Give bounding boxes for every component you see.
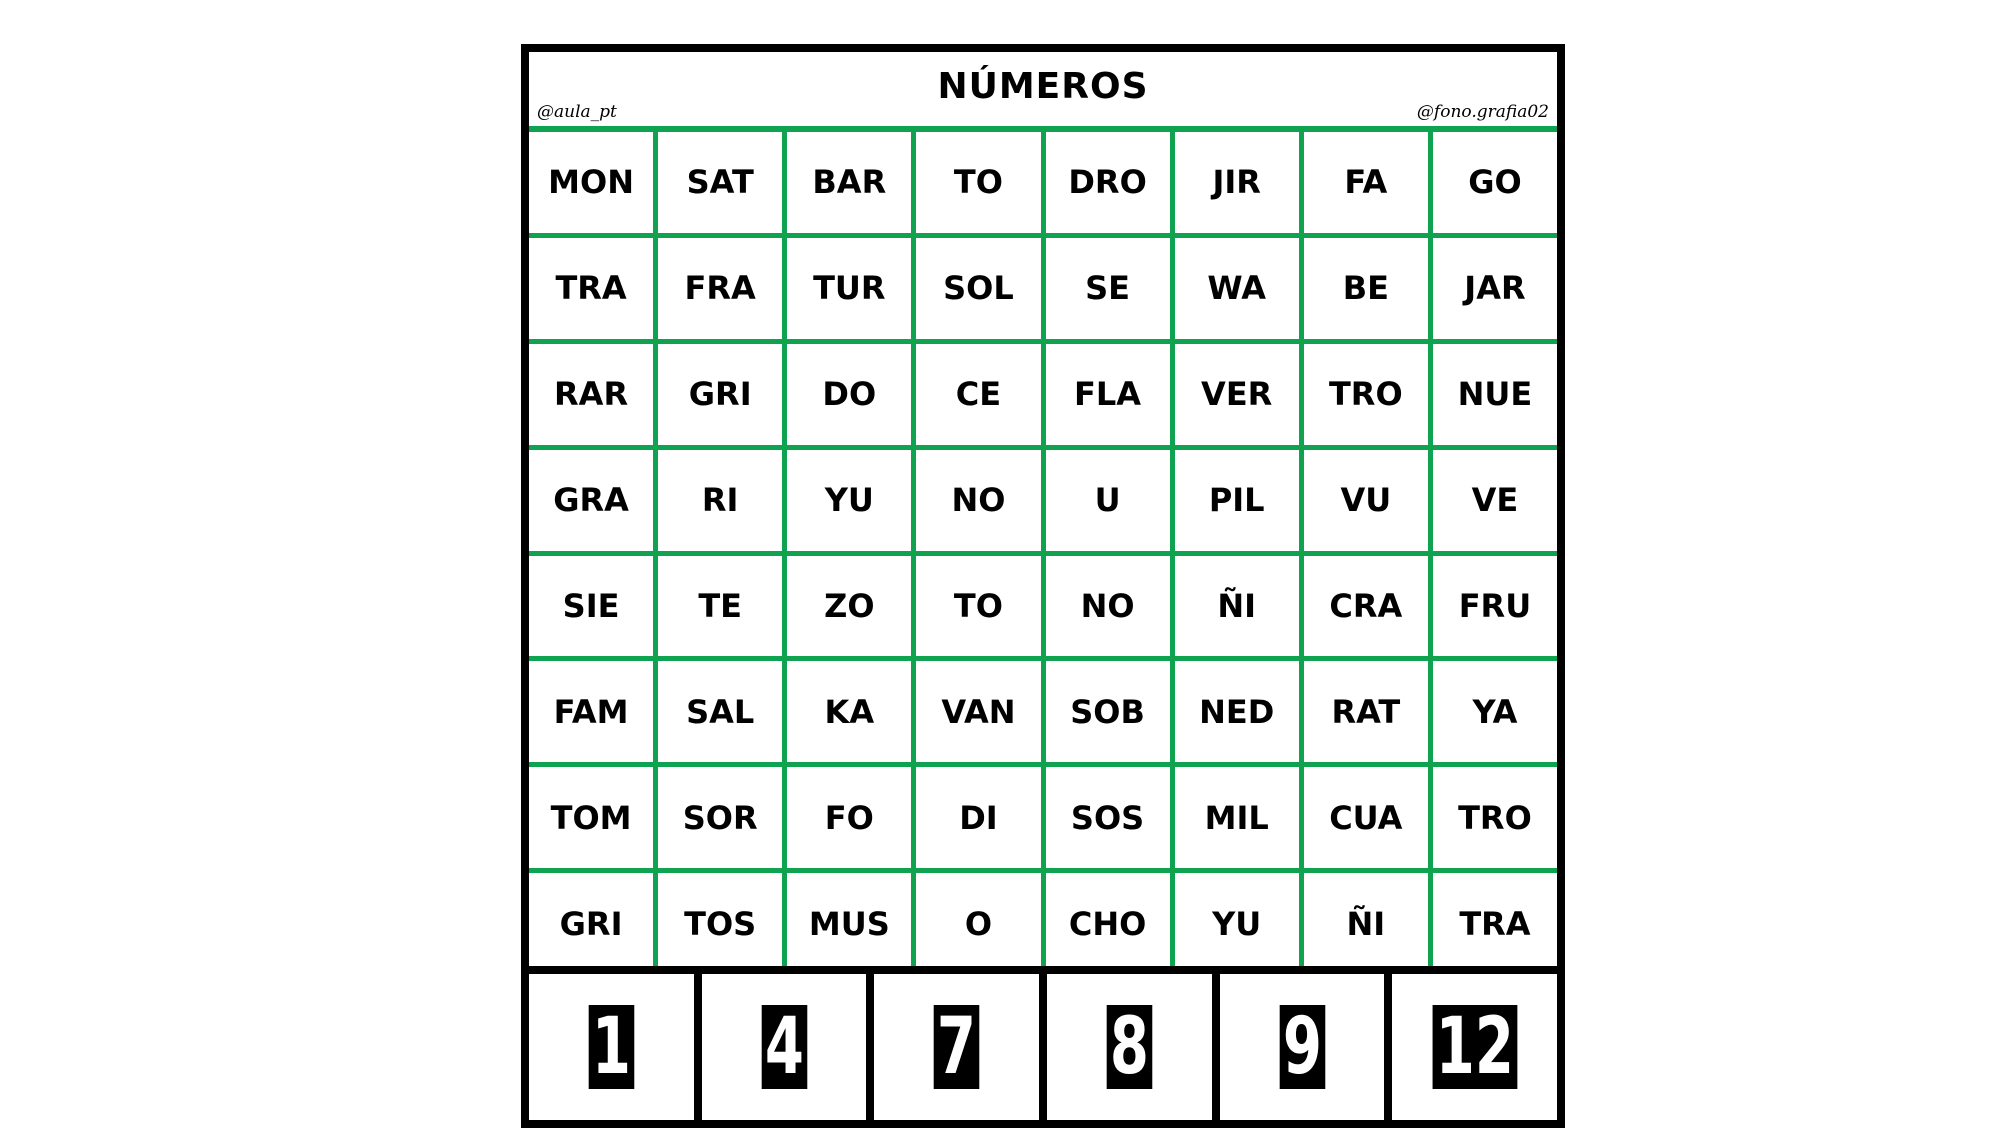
syllable-cell[interactable]: VER bbox=[1175, 344, 1299, 445]
syllable-cell[interactable]: RI bbox=[658, 450, 782, 551]
syllable-cell[interactable]: KA bbox=[787, 661, 911, 762]
syllable-cell[interactable]: FLA bbox=[1046, 344, 1170, 445]
syllable-cell[interactable]: O bbox=[916, 873, 1040, 974]
author-handle-left: @aula_pt bbox=[537, 102, 617, 122]
syllable-cell[interactable]: TRO bbox=[1433, 767, 1557, 868]
syllable-cell[interactable]: SOB bbox=[1046, 661, 1170, 762]
author-handle-right: @fono.grafia02 bbox=[1416, 102, 1549, 122]
syllable-cell[interactable]: DRO bbox=[1046, 132, 1170, 233]
syllable-cell[interactable]: SE bbox=[1046, 238, 1170, 339]
number-box[interactable] bbox=[702, 974, 867, 1120]
page-title: NÚMEROS bbox=[937, 66, 1149, 107]
syllable-cell[interactable]: PIL bbox=[1175, 450, 1299, 551]
syllable-cell[interactable]: NO bbox=[1046, 556, 1170, 657]
syllable-cell[interactable]: SAL bbox=[658, 661, 782, 762]
syllable-cell[interactable]: U bbox=[1046, 450, 1170, 551]
number-box[interactable] bbox=[1392, 974, 1557, 1120]
syllable-cell[interactable]: FRU bbox=[1433, 556, 1557, 657]
syllable-cell[interactable]: TOS bbox=[658, 873, 782, 974]
syllable-cell[interactable]: SAT bbox=[658, 132, 782, 233]
syllable-cell[interactable]: TUR bbox=[787, 238, 911, 339]
syllable-cell[interactable]: MON bbox=[529, 132, 653, 233]
syllable-cell[interactable]: TRA bbox=[1433, 873, 1557, 974]
syllable-grid bbox=[521, 126, 1565, 974]
syllable-cell[interactable]: TRA bbox=[529, 238, 653, 339]
syllable-cell[interactable]: CUA bbox=[1304, 767, 1428, 868]
syllable-cell[interactable]: ÑI bbox=[1304, 873, 1428, 974]
syllable-cell[interactable]: TRO bbox=[1304, 344, 1428, 445]
syllable-cell[interactable]: WA bbox=[1175, 238, 1299, 339]
syllable-cell[interactable]: JAR bbox=[1433, 238, 1557, 339]
syllable-cell[interactable]: GRI bbox=[529, 873, 653, 974]
syllable-cell[interactable]: DI bbox=[916, 767, 1040, 868]
syllable-cell[interactable]: TOM bbox=[529, 767, 653, 868]
number-box[interactable] bbox=[874, 974, 1039, 1120]
syllable-cell[interactable]: VU bbox=[1304, 450, 1428, 551]
syllable-cell[interactable]: YU bbox=[787, 450, 911, 551]
syllable-cell[interactable]: YU bbox=[1175, 873, 1299, 974]
number-row bbox=[521, 966, 1565, 1128]
syllable-cell[interactable]: GO bbox=[1433, 132, 1557, 233]
worksheet-header bbox=[521, 44, 1565, 134]
syllable-cell[interactable]: JIR bbox=[1175, 132, 1299, 233]
syllable-cell[interactable]: CE bbox=[916, 344, 1040, 445]
number-box[interactable] bbox=[529, 974, 694, 1120]
syllable-cell[interactable]: FO bbox=[787, 767, 911, 868]
syllable-cell[interactable]: ZO bbox=[787, 556, 911, 657]
syllable-cell[interactable]: FRA bbox=[658, 238, 782, 339]
syllable-cell[interactable]: TE bbox=[658, 556, 782, 657]
syllable-cell[interactable]: CRA bbox=[1304, 556, 1428, 657]
syllable-cell[interactable]: RAR bbox=[529, 344, 653, 445]
syllable-cell[interactable]: SIE bbox=[529, 556, 653, 657]
syllable-cell[interactable]: NUE bbox=[1433, 344, 1557, 445]
syllable-cell[interactable]: DO bbox=[787, 344, 911, 445]
number-label: 4 bbox=[761, 1005, 806, 1089]
syllable-cell[interactable]: TO bbox=[916, 132, 1040, 233]
syllable-cell[interactable]: BAR bbox=[787, 132, 911, 233]
syllable-cell[interactable]: FA bbox=[1304, 132, 1428, 233]
number-box[interactable] bbox=[1047, 974, 1212, 1120]
number-label: 1 bbox=[589, 1005, 634, 1089]
syllable-cell[interactable]: VAN bbox=[916, 661, 1040, 762]
syllable-cell[interactable]: SOR bbox=[658, 767, 782, 868]
number-label: 9 bbox=[1279, 1005, 1324, 1089]
syllable-cell[interactable]: MUS bbox=[787, 873, 911, 974]
syllable-cell[interactable]: NO bbox=[916, 450, 1040, 551]
syllable-cell[interactable]: GRA bbox=[529, 450, 653, 551]
syllable-cell[interactable]: GRI bbox=[658, 344, 782, 445]
syllable-cell[interactable]: CHO bbox=[1046, 873, 1170, 974]
syllable-cell[interactable]: NED bbox=[1175, 661, 1299, 762]
number-box[interactable] bbox=[1220, 974, 1385, 1120]
syllable-cell[interactable]: MIL bbox=[1175, 767, 1299, 868]
syllable-cell[interactable]: SOL bbox=[916, 238, 1040, 339]
number-label: 8 bbox=[1107, 1005, 1152, 1089]
syllable-cell[interactable]: ÑI bbox=[1175, 556, 1299, 657]
syllable-cell[interactable]: BE bbox=[1304, 238, 1428, 339]
syllable-cell[interactable]: SOS bbox=[1046, 767, 1170, 868]
syllable-cell[interactable]: TO bbox=[916, 556, 1040, 657]
syllable-cell[interactable]: VE bbox=[1433, 450, 1557, 551]
number-label: 7 bbox=[934, 1005, 979, 1089]
syllable-cell[interactable]: RAT bbox=[1304, 661, 1428, 762]
number-label: 12 bbox=[1432, 1005, 1517, 1089]
syllable-cell[interactable]: YA bbox=[1433, 661, 1557, 762]
worksheet bbox=[521, 44, 1565, 1092]
syllable-cell[interactable]: FAM bbox=[529, 661, 653, 762]
